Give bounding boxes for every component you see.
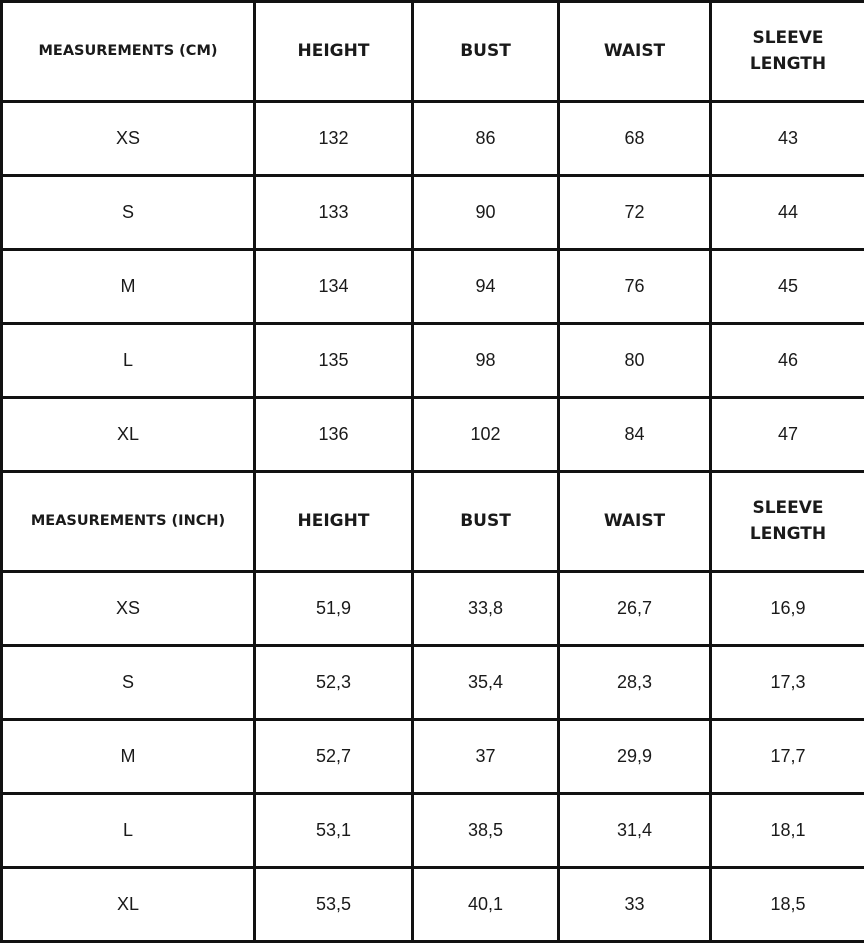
cm-header-row (2, 2, 864, 102)
height-cell: 51,9 (255, 572, 413, 646)
bust-cell: 90 (413, 176, 559, 250)
header-height: HEIGHT (255, 2, 413, 102)
table-row (2, 398, 864, 472)
waist-cell: 76 (559, 250, 711, 324)
table-row (2, 250, 864, 324)
table-row (2, 324, 864, 398)
height-cell: 52,3 (255, 646, 413, 720)
waist-cell: 72 (559, 176, 711, 250)
waist-cell: 80 (559, 324, 711, 398)
waist-cell: 84 (559, 398, 711, 472)
height-cell: 133 (255, 176, 413, 250)
waist-cell: 28,3 (559, 646, 711, 720)
bust-cell: 38,5 (413, 794, 559, 868)
waist-cell: 68 (559, 102, 711, 176)
header-waist: WAIST (559, 472, 711, 572)
table-row (2, 646, 864, 720)
sleeve-length-cell: 45 (711, 250, 864, 324)
table-row (2, 176, 864, 250)
bust-cell: 35,4 (413, 646, 559, 720)
header-height: HEIGHT (255, 472, 413, 572)
bust-cell: 33,8 (413, 572, 559, 646)
bust-cell: 40,1 (413, 868, 559, 942)
size-label: L (2, 794, 255, 868)
sleeve-length-cell: 18,5 (711, 868, 864, 942)
size-label: M (2, 720, 255, 794)
height-cell: 136 (255, 398, 413, 472)
size-label: L (2, 324, 255, 398)
header-sleeve-length: SLEEVE LENGTH (711, 2, 864, 102)
height-cell: 53,5 (255, 868, 413, 942)
sleeve-length-cell: 43 (711, 102, 864, 176)
bust-cell: 86 (413, 102, 559, 176)
bust-cell: 102 (413, 398, 559, 472)
sleeve-length-cell: 46 (711, 324, 864, 398)
waist-cell: 31,4 (559, 794, 711, 868)
header-bust: BUST (413, 472, 559, 572)
sleeve-length-cell: 17,7 (711, 720, 864, 794)
table-row (2, 868, 864, 942)
size-label: XL (2, 868, 255, 942)
height-cell: 132 (255, 102, 413, 176)
height-cell: 52,7 (255, 720, 413, 794)
inch-header-row (2, 472, 864, 572)
table-row (2, 102, 864, 176)
header-measurements-inch: MEASUREMENTS (INCH) (2, 472, 255, 572)
size-label: S (2, 646, 255, 720)
header-bust: BUST (413, 2, 559, 102)
bust-cell: 37 (413, 720, 559, 794)
size-label: XL (2, 398, 255, 472)
sleeve-length-cell: 18,1 (711, 794, 864, 868)
size-label: XS (2, 572, 255, 646)
height-cell: 134 (255, 250, 413, 324)
size-label: M (2, 250, 255, 324)
size-label: XS (2, 102, 255, 176)
height-cell: 53,1 (255, 794, 413, 868)
size-label: S (2, 176, 255, 250)
header-sleeve-length: SLEEVE LENGTH (711, 472, 864, 572)
bust-cell: 94 (413, 250, 559, 324)
sleeve-length-cell: 16,9 (711, 572, 864, 646)
header-measurements-cm: MEASUREMENTS (CM) (2, 2, 255, 102)
waist-cell: 33 (559, 868, 711, 942)
table-row (2, 720, 864, 794)
sleeve-length-cell: 44 (711, 176, 864, 250)
bust-cell: 98 (413, 324, 559, 398)
sleeve-length-cell: 17,3 (711, 646, 864, 720)
waist-cell: 29,9 (559, 720, 711, 794)
height-cell: 135 (255, 324, 413, 398)
table-row (2, 794, 864, 868)
waist-cell: 26,7 (559, 572, 711, 646)
sleeve-length-cell: 47 (711, 398, 864, 472)
table-row (2, 572, 864, 646)
header-waist: WAIST (559, 2, 711, 102)
